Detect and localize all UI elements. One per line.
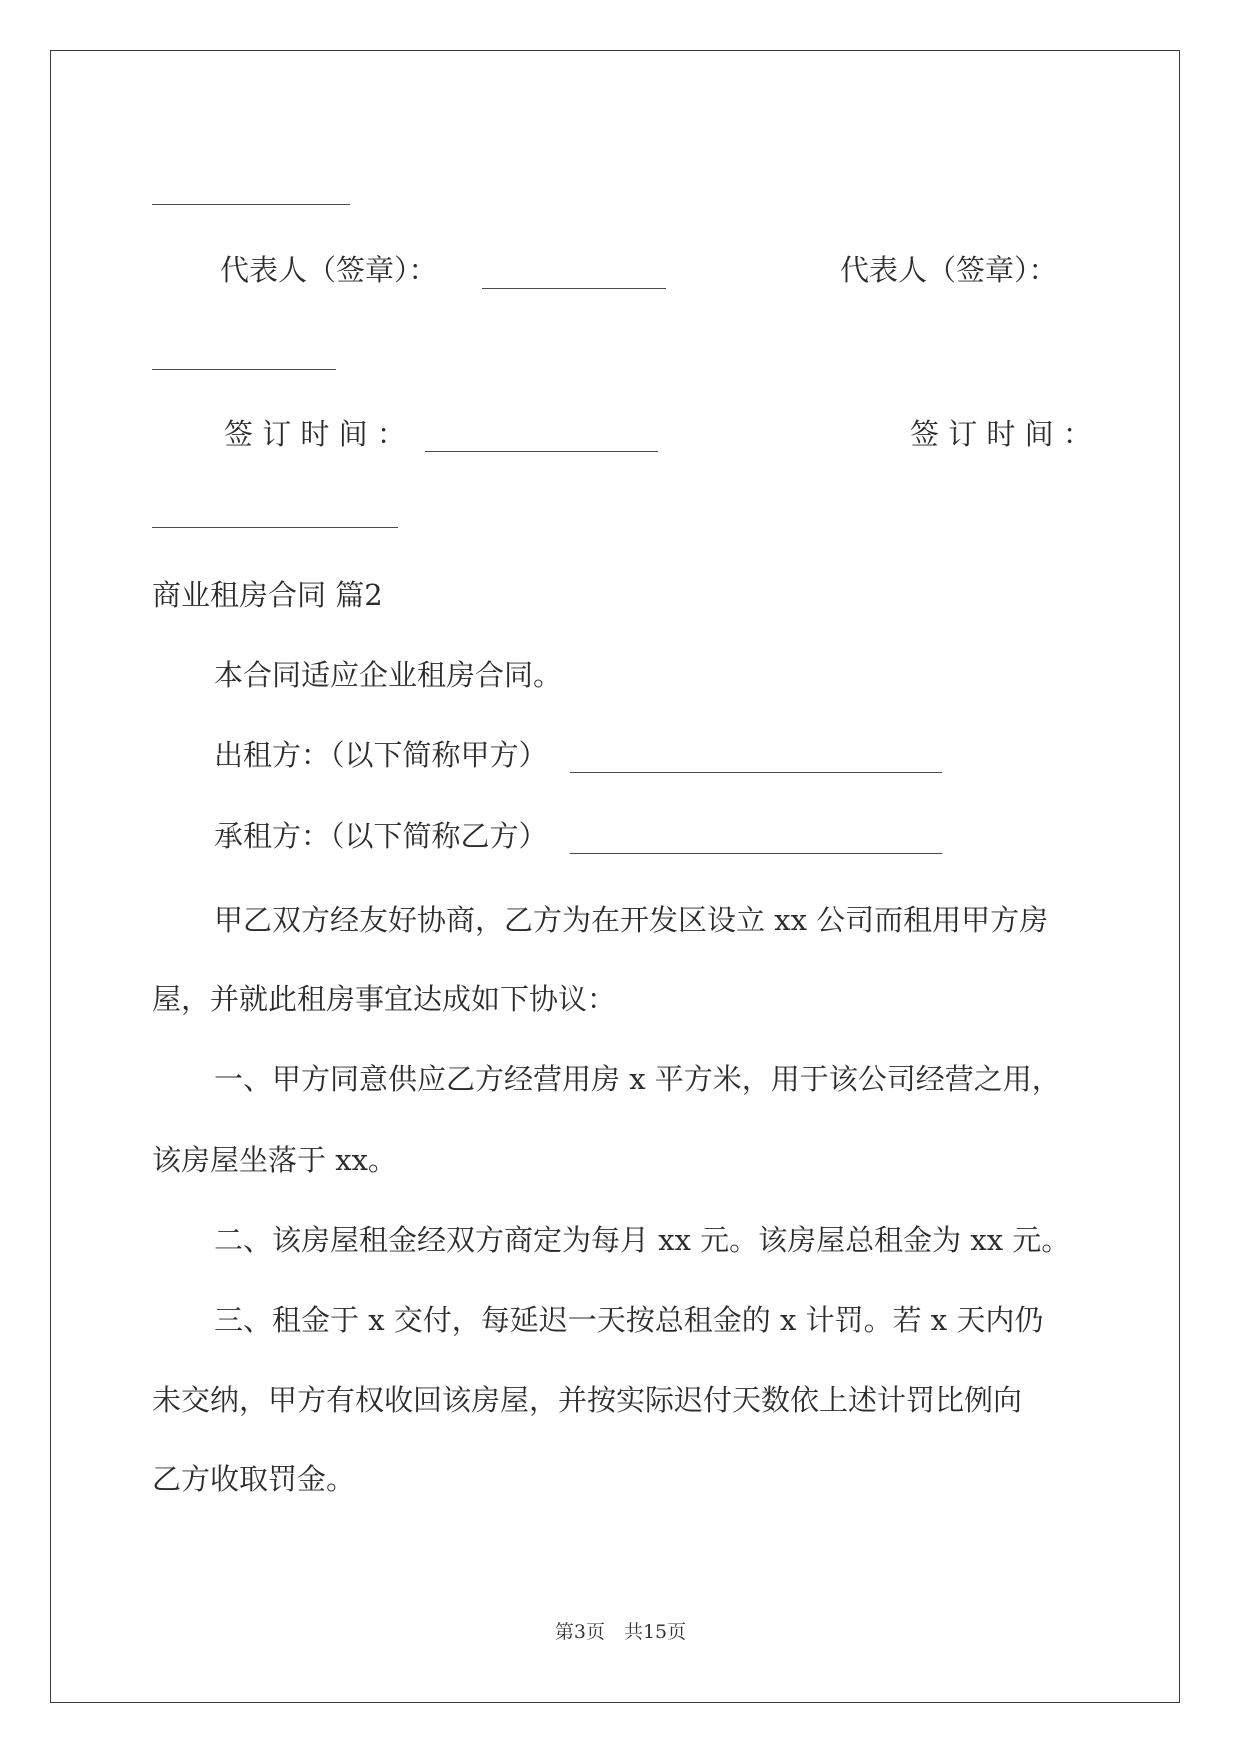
agreement-paragraph-line-2: 屋，并就此租房事宜达成如下协议： bbox=[152, 982, 617, 1016]
section-heading: 商业租房合同 篇2 bbox=[152, 578, 383, 612]
representative-blank-left bbox=[482, 288, 666, 289]
clause-1-line-1: 一、甲方同意供应乙方经营用房 x 平方米，用于该公司经营之用， bbox=[214, 1062, 1061, 1096]
clause-1-line-2: 该房屋坐落于 xx。 bbox=[152, 1143, 397, 1177]
lessor-label: 出租方：（以下简称甲方） bbox=[214, 738, 548, 772]
page-indicator: 第3页 共15页 bbox=[554, 1621, 687, 1643]
lessee-label: 承租方：（以下简称乙方） bbox=[214, 819, 548, 853]
contract-intro: 本合同适应企业租房合同。 bbox=[214, 658, 563, 692]
clause-3-line-3: 乙方收取罚金。 bbox=[152, 1462, 356, 1496]
clause-2: 二、该房屋租金经双方商定为每月 xx 元。该房屋总租金为 xx 元。 bbox=[214, 1223, 1071, 1257]
representative-blank-right bbox=[152, 369, 336, 370]
agreement-paragraph-line-1: 甲乙双方经友好协商，乙方为在开发区设立 xx 公司而租用甲方房 bbox=[214, 903, 1049, 937]
clause-3-line-2: 未交纳，甲方有权收回该房屋，并按实际迟付天数依上述计罚比例向 bbox=[152, 1383, 1023, 1417]
representative-label-right: 代表人（签章）： bbox=[840, 253, 1058, 287]
clause-3-line-1: 三、租金于 x 交付，每延迟一天按总租金的 x 计罚。若 x 天内仍 bbox=[214, 1303, 1044, 1337]
page-frame bbox=[50, 50, 1180, 1703]
lessor-blank bbox=[570, 772, 942, 773]
lessee-blank bbox=[570, 853, 942, 854]
signing-date-label-right: 签 订 时 间 ： bbox=[910, 417, 1092, 451]
signature-blank-line bbox=[152, 204, 350, 205]
signing-date-blank-left bbox=[425, 451, 658, 452]
representative-label-left: 代表人（签章）： bbox=[220, 253, 438, 287]
signing-date-label-left: 签 订 时 间 ： bbox=[224, 417, 406, 451]
signing-date-blank-right bbox=[152, 527, 398, 528]
